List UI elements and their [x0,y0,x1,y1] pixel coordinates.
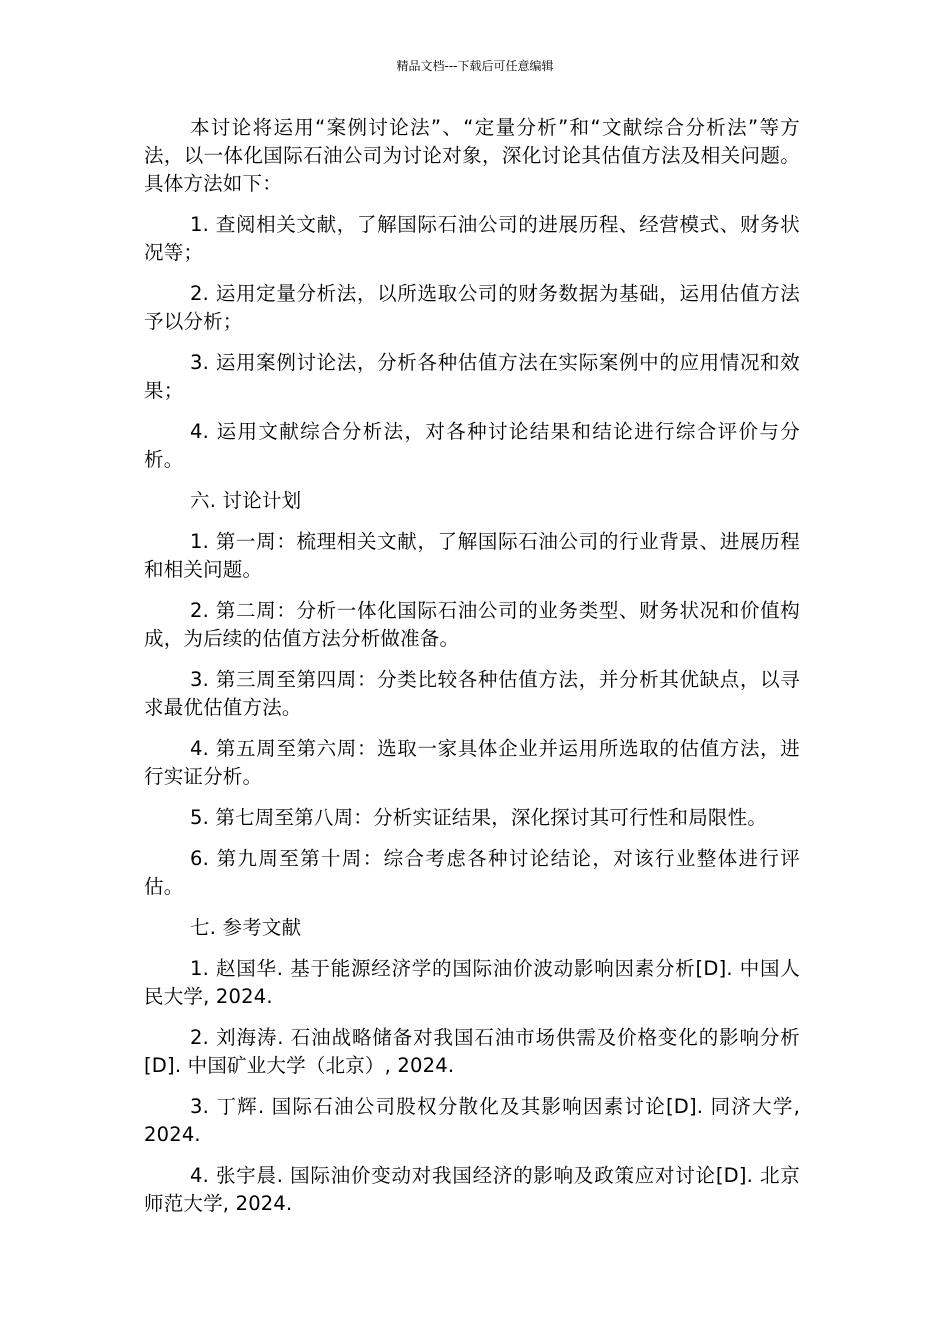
intro-paragraph: 本讨论将运用“案例讨论法”、“定量分析”和“文献综合分析法”等方法，以一体化国际石油公司为讨论对象，深化讨论其估值方法及相关问题。具体方法如下： [144,116,800,195]
section-heading-references: 七. 参考文献 [190,916,302,939]
section-heading-plan: 六. 讨论计划 [190,489,302,512]
reference-item: 4. 张宇晨. 国际油价变动对我国经济的影响及政策应对讨论[D]. 北京师范大学, 2024. [144,1164,800,1215]
reference-item: 2. 刘海涛. 石油战略储备对我国石油市场供需及价格变化的影响分析[D]. 中国矿业大学（北京）, 2024. [144,1026,800,1077]
method-item: 3. 运用案例讨论法，分析各种估值方法在实际案例中的应用情况和效果； [144,351,800,402]
plan-item: 4. 第五周至第六周：选取一家具体企业并运用所选取的估值方法，进行实证分析。 [144,737,800,788]
reference-item: 3. 丁辉. 国际石油公司股权分散化及其影响因素讨论[D]. 同济大学, 2024. [144,1095,800,1146]
method-item: 2. 运用定量分析法，以所选取公司的财务数据为基础，运用估值方法予以分析； [144,282,800,333]
plan-item: 6. 第九周至第十周：综合考虑各种讨论结论，对该行业整体进行评估。 [144,847,800,898]
reference-item: 1. 赵国华. 基于能源经济学的国际油价波动影响因素分析[D]. 中国人民大学, 2024. [144,957,800,1008]
method-item: 1. 查阅相关文献，了解国际石油公司的进展历程、经营模式、财务状况等； [144,213,800,264]
plan-item: 1. 第一周：梳理相关文献，了解国际石油公司的行业背景、进展历程和相关问题。 [144,530,800,581]
plan-item: 3. 第三周至第四周：分类比较各种估值方法，并分析其优缺点，以寻求最优估值方法。 [144,668,800,719]
document-body [144,114,800,1231]
page-header: 精品文档---下载后可任意编辑 [396,59,554,73]
plan-item: 5. 第七周至第八周：分析实证结果，深化探讨其可行性和局限性。 [190,806,768,829]
method-item: 4. 运用文献综合分析法，对各种讨论结果和结论进行综合评价与分析。 [144,420,800,471]
plan-item: 2. 第二周：分析一体化国际石油公司的业务类型、财务状况和价值构成，为后续的估值方法分析做准备。 [144,599,800,650]
